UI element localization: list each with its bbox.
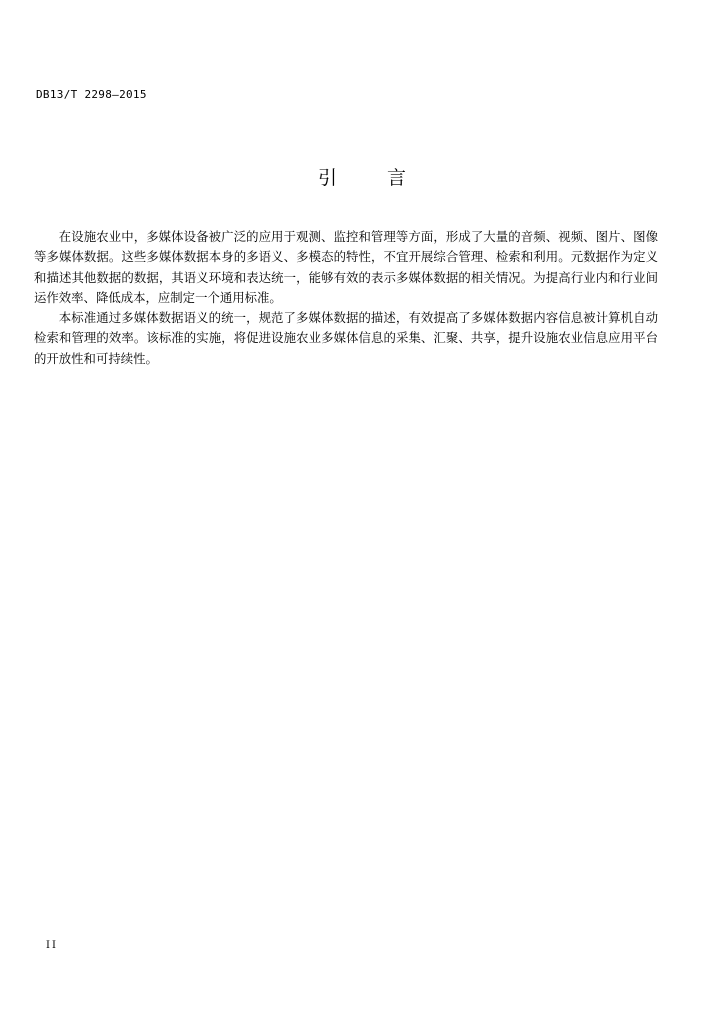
page-title: 引 言 (317, 167, 429, 189)
paragraph-2: 本标准通过多媒体数据语义的统一，规范了多媒体数据的描述，有效提高了多媒体数据内容信息被计算机自动检索和管理的效率。该标准的实施，将促进设施农业多媒体信息的采集、汇聚、共享，提升设施农业信息应用平台的开放性和可持续性。 (34, 310, 658, 366)
standard-code: DB13/T 2298—2015 (36, 88, 147, 101)
introduction-body (34, 227, 658, 369)
page-number: II (46, 940, 58, 951)
paragraph-1: 在设施农业中，多媒体设备被广泛的应用于观测、监控和管理等方面，形成了大量的音频、视频、图片、图像等多媒体数据。这些多媒体数据本身的多语义、多模态的特性，不宜开展综合管理、检索和利用。元数据作为定义和描述其他数据的数据，其语义环境和表达统一，能够有效的表示多媒体数据的相关情况。为提高行业内和行业间运作效率、降低成本，应制定一个通用标准。 (34, 229, 658, 305)
